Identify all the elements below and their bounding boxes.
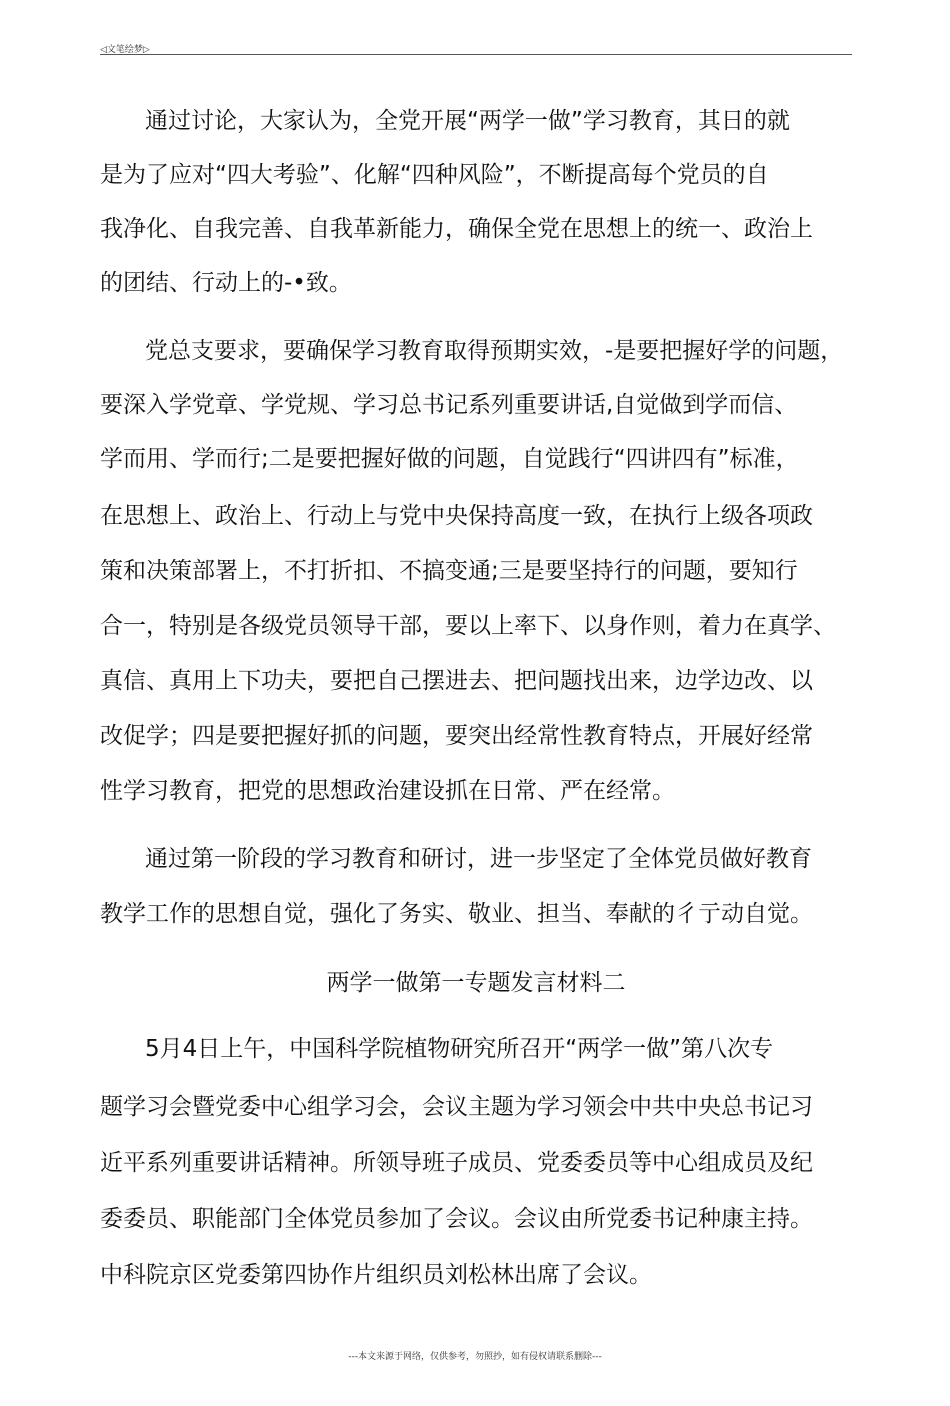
paragraph-line: 策和决策部署上，不打折扣、不搞变通;三是要坚持行的问题，要知行 <box>100 558 798 584</box>
footer-disclaimer: ---本文来源于网络，仅供参考，勿照抄，如有侵权请联系删除--- <box>348 1352 602 1362</box>
section-title: 两学一做第一专题发言材料二 <box>326 970 626 996</box>
paragraph-line: 的团结、行动上的-•致。 <box>100 270 352 296</box>
paragraph-line: 党总支要求，要确保学习教育取得预期实效，-是要把握好学的问题， <box>145 338 844 364</box>
paragraph-line: 通过第一阶段的学习教育和研讨，进一步坚定了全体党员做好教育 <box>145 846 812 872</box>
paragraph-line: 在思想上、政治上、行动上与党中央保持高度一致，在执行上级各项政 <box>100 503 813 529</box>
paragraph-line: 我净化、自我完善、自我革新能力，确保全党在思想上的统一、政治上 <box>100 216 813 242</box>
paragraph-line: 真信、真用上下功夫，要把自己摆进去、把问题找出来，边学边改、以 <box>100 668 813 694</box>
paragraph-line: 改促学；四是要把握好抓的问题，要突出经常性教育特点，开展好经常 <box>100 723 813 749</box>
paragraph-line: 委委员、职能部门全体党员参加了会议。会议由所党委书记种康主持。 <box>100 1206 813 1232</box>
header-divider <box>100 54 852 55</box>
paragraph-line: 通过讨论，大家认为，全党开展“两学一做”学习教育，其日的就 <box>145 108 790 134</box>
paragraph-line: 近平系列重要讲话精神。所领导班子成员、党委委员等中心组成员及纪 <box>100 1150 813 1176</box>
header-watermark: ◁文笔绘梦▷ <box>100 45 150 55</box>
paragraph-line: 学而用、学而行;二是要把握好做的问题，自觉践行“四讲四有”标准， <box>100 446 799 472</box>
paragraph-line: 性学习教育，把党的思想政治建设抓在日常、严在经常。 <box>100 778 675 804</box>
paragraph-line: 5月4日上午，中国科学院植物研究所召开“两学一做”第八次专 <box>145 1036 774 1062</box>
paragraph-line: 题学习会暨党委中心组学习会，会议主题为学习领会中共中央总书记习 <box>100 1094 813 1120</box>
paragraph-line: 要深入学党章、学党规、学习总书记系列重要讲话,自觉做到学而信、 <box>100 392 798 418</box>
paragraph-line: 合一，特别是各级党员领导干部，要以上率下、以身作则，着力在真学、 <box>100 613 836 639</box>
paragraph-line: 是为了应对“四大考验”、化解“四种风险”，不断提高每个党员的自 <box>100 162 769 188</box>
paragraph-line: 教学工作的思想自觉，强化了务实、敬业、担当、奉献的彳亍动自觉。 <box>100 901 813 927</box>
paragraph-line: 中科院京区党委第四协作片组织员刘松林出席了会议。 <box>100 1262 652 1288</box>
